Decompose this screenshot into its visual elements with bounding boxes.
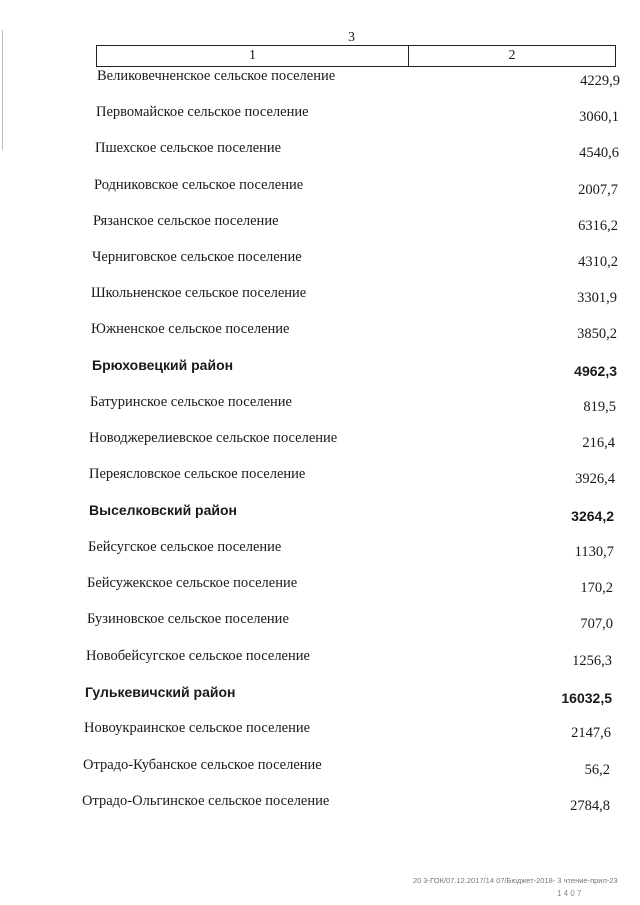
row-name: Бузиновское сельское поселение — [87, 611, 289, 627]
row-value: 3301,9 — [577, 290, 617, 306]
row-name: Переясловское сельское поселение — [89, 466, 306, 482]
row-value: 819,5 — [583, 399, 616, 415]
settlement-row — [0, 430, 640, 452]
column-header-1: 1 — [97, 46, 409, 66]
settlement-row — [0, 757, 640, 779]
settlement-row — [0, 68, 640, 90]
settlement-row — [0, 648, 640, 670]
row-value: 3060,1 — [579, 109, 619, 125]
row-value: 4229,9 — [580, 73, 620, 89]
row-name: Великовечненское сельское поселение — [97, 68, 336, 84]
row-name: Новобейсугское сельское поселение — [86, 648, 310, 664]
district-row — [0, 684, 640, 706]
row-value: 170,2 — [580, 580, 613, 596]
settlement-row — [0, 575, 640, 597]
settlement-row — [0, 177, 640, 199]
row-value: 216,4 — [582, 435, 615, 451]
row-value: 707,0 — [580, 616, 613, 632]
row-value: 2147,6 — [571, 725, 611, 741]
footer-mark: 1 4 0 7 — [557, 889, 582, 898]
settlement-row — [0, 720, 640, 742]
row-name: Новоджерелиевское сельское поселение — [89, 430, 338, 446]
settlement-row — [0, 285, 640, 307]
district-row — [0, 502, 640, 524]
row-name: Брюховецкий район — [92, 357, 234, 373]
district-row — [0, 357, 640, 379]
row-name: Первомайское сельское поселение — [96, 104, 309, 120]
row-name: Бейсужекское сельское поселение — [87, 575, 298, 591]
settlement-row — [0, 611, 640, 633]
settlement-row — [0, 394, 640, 416]
row-value: 2784,8 — [570, 798, 610, 814]
row-name: Рязанское сельское поселение — [93, 213, 279, 229]
row-value: 1256,3 — [572, 653, 612, 669]
settlement-row — [0, 249, 640, 271]
row-value: 4310,2 — [578, 254, 618, 270]
settlement-row — [0, 793, 640, 815]
page-number: 3 — [348, 30, 355, 45]
row-value: 2007,7 — [578, 182, 618, 198]
row-name: Гулькевичский район — [85, 684, 236, 700]
row-name: Новоукраинское сельское поселение — [84, 720, 311, 736]
settlement-row — [0, 321, 640, 343]
row-name: Батуринское сельское поселение — [90, 394, 292, 410]
row-value: 3264,2 — [571, 508, 614, 524]
row-value: 16032,5 — [561, 690, 612, 706]
footer-file-reference: 20 3-ГОК/07.12.2017/14 07/Бюджет-2018- 3 чтение-прил-23 — [413, 876, 618, 885]
scan-edge-mark — [2, 30, 3, 150]
row-value: 4540,6 — [579, 145, 619, 161]
row-value: 4962,3 — [574, 363, 617, 379]
row-value: 1130,7 — [574, 544, 614, 560]
row-name: Отрадо-Кубанское сельское поселение — [83, 757, 322, 773]
settlement-row — [0, 140, 640, 162]
table-header — [96, 45, 616, 67]
row-value: 3926,4 — [575, 471, 615, 487]
settlement-row — [0, 213, 640, 235]
column-header-2: 2 — [508, 48, 516, 63]
settlement-row — [0, 539, 640, 561]
row-value: 6316,2 — [578, 218, 618, 234]
row-name: Черниговское сельское поселение — [92, 249, 302, 265]
row-name: Пшехское сельское поселение — [95, 140, 282, 156]
row-name: Отрадо-Ольгинское сельское поселение — [82, 793, 330, 809]
row-name: Школьненское сельское поселение — [91, 285, 307, 301]
row-name: Родниковское сельское поселение — [94, 177, 304, 193]
settlement-row — [0, 466, 640, 488]
row-name: Южненское сельское поселение — [91, 321, 290, 337]
settlement-row — [0, 104, 640, 126]
row-value: 56,2 — [584, 762, 610, 778]
row-name: Выселковский район — [89, 502, 238, 518]
row-value: 3850,2 — [577, 326, 617, 342]
row-name: Бейсугское сельское поселение — [88, 539, 282, 555]
